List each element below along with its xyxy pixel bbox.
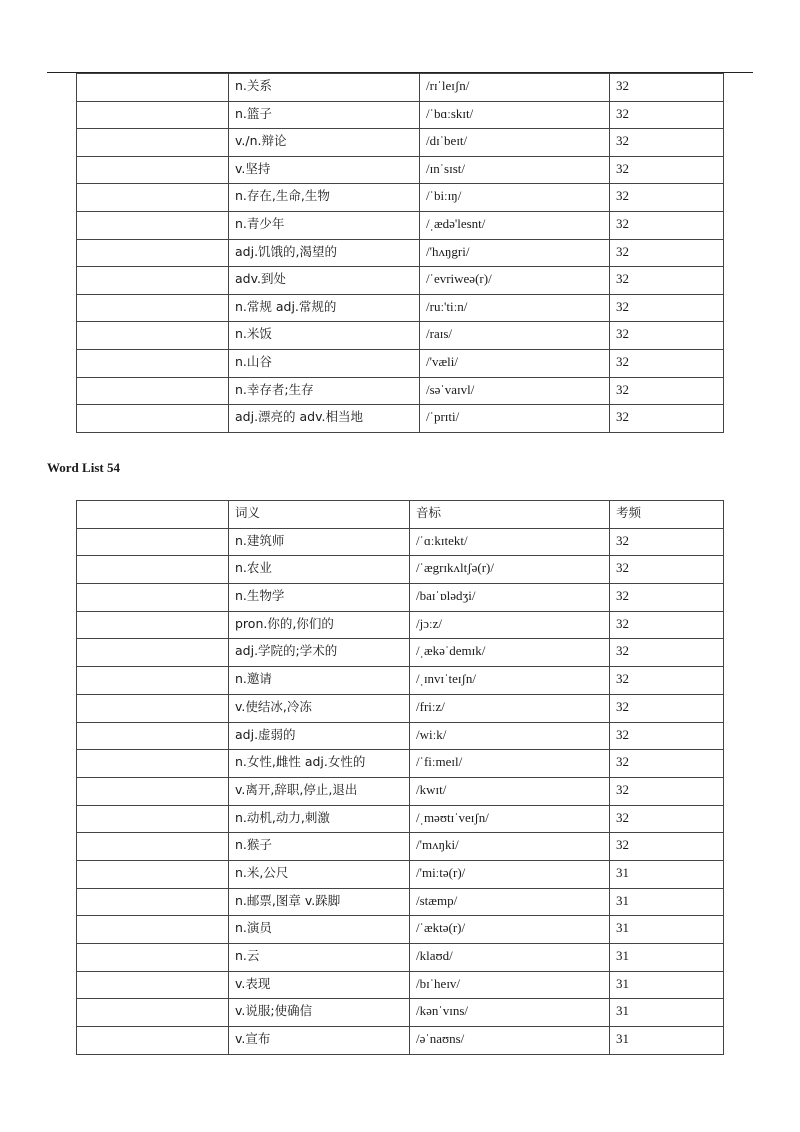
blank-cell <box>77 267 229 295</box>
table-row <box>77 944 724 972</box>
blank-cell <box>77 74 229 102</box>
table-row <box>77 999 724 1027</box>
meaning-cell: n.女性,雌性 adj.女性的 <box>229 750 410 778</box>
meaning-cell: pron.你的,你们的 <box>229 611 410 639</box>
frequency-cell: 31 <box>610 860 724 888</box>
frequency-cell: 32 <box>610 74 724 102</box>
section-title: Word List 54 <box>47 460 120 475</box>
blank-cell <box>77 944 229 972</box>
table-row <box>77 639 724 667</box>
table-row <box>77 322 724 350</box>
table-row <box>77 239 724 267</box>
frequency-cell: 31 <box>610 999 724 1027</box>
meaning-cell: n.山谷 <box>229 349 420 377</box>
frequency-cell: 32 <box>610 101 724 129</box>
frequency-cell: 32 <box>610 639 724 667</box>
meaning-cell: adj.漂亮的 adv.相当地 <box>229 405 420 433</box>
table-row <box>77 777 724 805</box>
frequency-cell: 31 <box>610 971 724 999</box>
frequency-cell: 32 <box>610 611 724 639</box>
frequency-cell: 32 <box>610 694 724 722</box>
blank-cell <box>77 322 229 350</box>
frequency-cell: 32 <box>610 322 724 350</box>
phonetic-cell: /ruː'tiːn/ <box>420 294 610 322</box>
blank-cell <box>77 129 229 157</box>
table-row <box>77 611 724 639</box>
meaning-cell: n.存在,生命,生物 <box>229 184 420 212</box>
frequency-cell: 31 <box>610 916 724 944</box>
blank-cell <box>77 556 229 584</box>
table-row <box>77 129 724 157</box>
phonetic-cell: /stæmp/ <box>410 888 610 916</box>
meaning-cell: n.邮票,图章 v.跺脚 <box>229 888 410 916</box>
blank-cell <box>77 833 229 861</box>
phonetic-cell: /rɪˈleɪʃn/ <box>420 74 610 102</box>
blank-cell <box>77 694 229 722</box>
word-table-2 <box>76 500 724 1055</box>
table-row <box>77 833 724 861</box>
phonetic-cell: /wiːk/ <box>410 722 610 750</box>
blank-cell <box>77 211 229 239</box>
blank-cell <box>77 916 229 944</box>
blank-cell <box>77 239 229 267</box>
table-row <box>77 184 724 212</box>
blank-cell <box>77 101 229 129</box>
phonetic-cell: /'væli/ <box>420 349 610 377</box>
meaning-cell: n.邀请 <box>229 667 410 695</box>
header-blank-cell <box>77 501 229 529</box>
meaning-cell: v.使结冰,冷冻 <box>229 694 410 722</box>
blank-cell <box>77 860 229 888</box>
blank-cell <box>77 722 229 750</box>
phonetic-cell: /dɪˈbeɪt/ <box>420 129 610 157</box>
blank-cell <box>77 377 229 405</box>
phonetic-cell: /'mʌŋki/ <box>410 833 610 861</box>
phonetic-cell: /ˈægrɪkʌltʃə(r)/ <box>410 556 610 584</box>
frequency-cell: 31 <box>610 944 724 972</box>
meaning-cell: n.篮子 <box>229 101 420 129</box>
table-row <box>77 971 724 999</box>
frequency-cell: 32 <box>610 377 724 405</box>
frequency-cell: 32 <box>610 528 724 556</box>
table-row <box>77 888 724 916</box>
meaning-cell: n.演员 <box>229 916 410 944</box>
meaning-cell: n.云 <box>229 944 410 972</box>
blank-cell <box>77 639 229 667</box>
phonetic-cell: /ˈprɪti/ <box>420 405 610 433</box>
meaning-cell: v.宣布 <box>229 1027 410 1055</box>
frequency-cell: 32 <box>610 833 724 861</box>
frequency-cell: 32 <box>610 722 724 750</box>
table-row <box>77 1027 724 1055</box>
phonetic-cell: /ɪnˈsɪst/ <box>420 156 610 184</box>
blank-cell <box>77 1027 229 1055</box>
frequency-cell: 31 <box>610 1027 724 1055</box>
meaning-cell: n.关系 <box>229 74 420 102</box>
frequency-cell: 32 <box>610 750 724 778</box>
meaning-cell: n.青少年 <box>229 211 420 239</box>
meaning-cell: adj.虚弱的 <box>229 722 410 750</box>
blank-cell <box>77 777 229 805</box>
frequency-cell: 32 <box>610 584 724 612</box>
blank-cell <box>77 999 229 1027</box>
blank-cell <box>77 971 229 999</box>
frequency-cell: 32 <box>610 267 724 295</box>
word-table-2-body <box>77 501 724 1055</box>
table-row <box>77 211 724 239</box>
blank-cell <box>77 405 229 433</box>
frequency-cell: 32 <box>610 777 724 805</box>
phonetic-cell: /friːz/ <box>410 694 610 722</box>
phonetic-cell: /jɔːz/ <box>410 611 610 639</box>
table-row <box>77 267 724 295</box>
phonetic-cell: /ˈɑːkɪtekt/ <box>410 528 610 556</box>
phonetic-cell: /kənˈvɪns/ <box>410 999 610 1027</box>
meaning-cell: v.坚持 <box>229 156 420 184</box>
phonetic-cell: /ˈbɑːskɪt/ <box>420 101 610 129</box>
meaning-cell: v.离开,辞职,停止,退出 <box>229 777 410 805</box>
phonetic-cell: /ˈevriweə(r)/ <box>420 267 610 295</box>
meaning-cell: n.米,公尺 <box>229 860 410 888</box>
table-row <box>77 722 724 750</box>
phonetic-cell: /ˈæktə(r)/ <box>410 916 610 944</box>
meaning-cell: n.建筑师 <box>229 528 410 556</box>
table-row <box>77 101 724 129</box>
frequency-cell: 32 <box>610 294 724 322</box>
phonetic-cell: /ˌɪnvɪˈteɪʃn/ <box>410 667 610 695</box>
blank-cell <box>77 888 229 916</box>
blank-cell <box>77 805 229 833</box>
blank-cell <box>77 156 229 184</box>
word-table-1 <box>76 73 724 433</box>
frequency-cell: 32 <box>610 211 724 239</box>
phonetic-cell: /baɪˈɒlədʒi/ <box>410 584 610 612</box>
table-row <box>77 377 724 405</box>
header-meaning: 词义 <box>229 501 410 529</box>
frequency-cell: 32 <box>610 239 724 267</box>
meaning-cell: n.幸存者;生存 <box>229 377 420 405</box>
frequency-cell: 31 <box>610 888 724 916</box>
meaning-cell: v./n.辩论 <box>229 129 420 157</box>
blank-cell <box>77 667 229 695</box>
blank-cell <box>77 750 229 778</box>
phonetic-cell: /bɪˈheɪv/ <box>410 971 610 999</box>
phonetic-cell: /ˈbiːɪŋ/ <box>420 184 610 212</box>
header-frequency: 考频 <box>610 501 724 529</box>
phonetic-cell: /ˌməʊtɪˈveɪʃn/ <box>410 805 610 833</box>
meaning-cell: n.猴子 <box>229 833 410 861</box>
meaning-cell: v.说服;使确信 <box>229 999 410 1027</box>
frequency-cell: 32 <box>610 184 724 212</box>
table-row <box>77 528 724 556</box>
frequency-cell: 32 <box>610 349 724 377</box>
table-row <box>77 916 724 944</box>
blank-cell <box>77 611 229 639</box>
table-row <box>77 74 724 102</box>
phonetic-cell: /səˈvaɪvl/ <box>420 377 610 405</box>
meaning-cell: adj.饥饿的,渴望的 <box>229 239 420 267</box>
word-table-1-body <box>77 74 724 433</box>
frequency-cell: 32 <box>610 405 724 433</box>
table-row <box>77 694 724 722</box>
table-row <box>77 750 724 778</box>
meaning-cell: adv.到处 <box>229 267 420 295</box>
table-row <box>77 860 724 888</box>
frequency-cell: 32 <box>610 156 724 184</box>
table-row <box>77 405 724 433</box>
meaning-cell: n.动机,动力,刺激 <box>229 805 410 833</box>
frequency-cell: 32 <box>610 805 724 833</box>
blank-cell <box>77 584 229 612</box>
meaning-cell: n.生物学 <box>229 584 410 612</box>
phonetic-cell: /ˈfiːmeɪl/ <box>410 750 610 778</box>
table-row <box>77 556 724 584</box>
table-row <box>77 584 724 612</box>
table-row <box>77 294 724 322</box>
phonetic-cell: /'hʌŋgri/ <box>420 239 610 267</box>
phonetic-cell: /ˌækəˈdemɪk/ <box>410 639 610 667</box>
table-row <box>77 156 724 184</box>
phonetic-cell: /kwɪt/ <box>410 777 610 805</box>
phonetic-cell: /ˌædə'lesnt/ <box>420 211 610 239</box>
blank-cell <box>77 528 229 556</box>
meaning-cell: adj.学院的;学术的 <box>229 639 410 667</box>
frequency-cell: 32 <box>610 556 724 584</box>
table-row <box>77 349 724 377</box>
blank-cell <box>77 349 229 377</box>
frequency-cell: 32 <box>610 667 724 695</box>
frequency-cell: 32 <box>610 129 724 157</box>
table-row <box>77 667 724 695</box>
phonetic-cell: /'miːtə(r)/ <box>410 860 610 888</box>
table-header-row <box>77 501 724 529</box>
phonetic-cell: /raɪs/ <box>420 322 610 350</box>
phonetic-cell: /klaʊd/ <box>410 944 610 972</box>
phonetic-cell: /əˈnaʊns/ <box>410 1027 610 1055</box>
meaning-cell: v.表现 <box>229 971 410 999</box>
blank-cell <box>77 184 229 212</box>
header-phonetic: 音标 <box>410 501 610 529</box>
blank-cell <box>77 294 229 322</box>
meaning-cell: n.米饭 <box>229 322 420 350</box>
meaning-cell: n.常规 adj.常规的 <box>229 294 420 322</box>
meaning-cell: n.农业 <box>229 556 410 584</box>
table-row <box>77 805 724 833</box>
